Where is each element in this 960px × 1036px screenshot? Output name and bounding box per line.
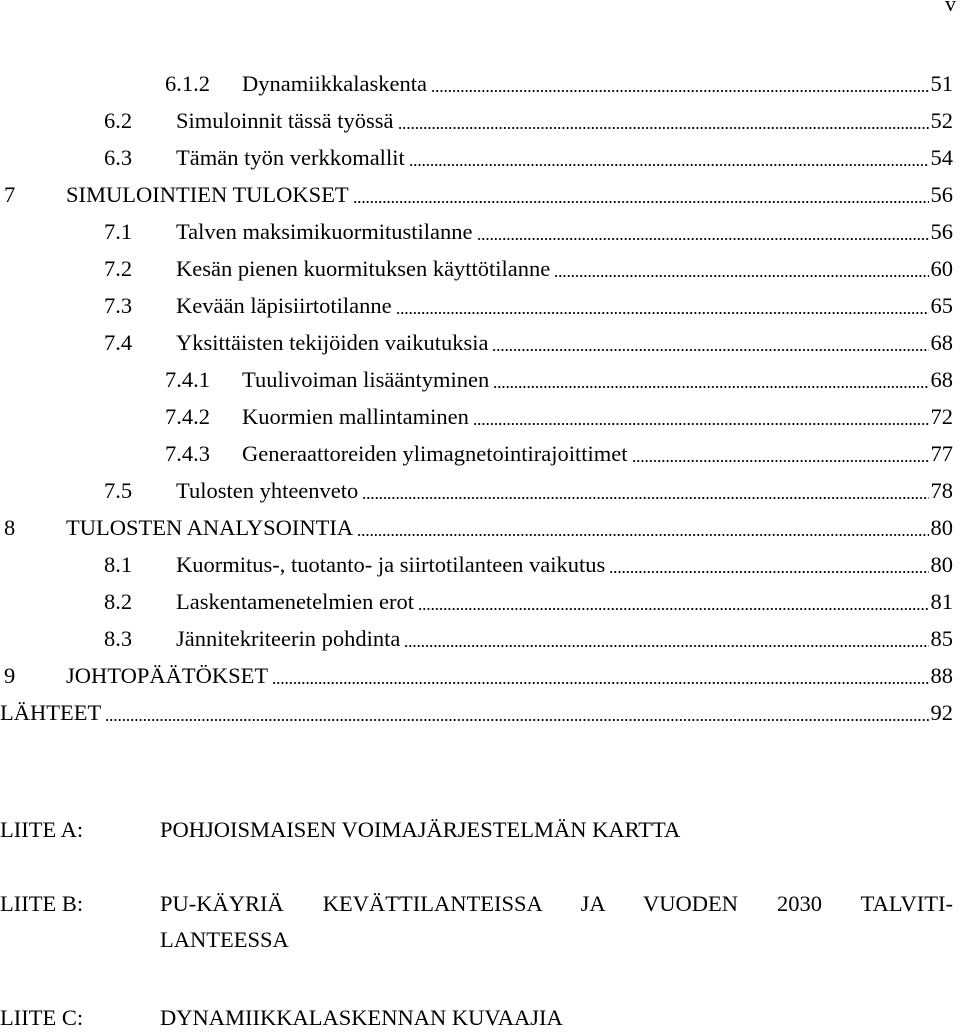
toc-entry[interactable]: [0, 436, 953, 472]
toc-entry-page: 78: [930, 478, 953, 503]
toc-entry-page: 72: [930, 404, 953, 429]
toc-entry-page: 77: [930, 441, 953, 466]
toc-entry-number: 7.3: [104, 293, 133, 318]
toc-leader-dots: [396, 312, 929, 314]
toc-leader-dots: [431, 90, 929, 92]
toc-leader-dots: [492, 349, 928, 351]
toc-entry-page: 52: [930, 108, 953, 133]
toc-entry[interactable]: [0, 214, 953, 250]
toc-entry-number: 8.1: [104, 552, 133, 577]
toc-leader-dots: [272, 682, 928, 684]
toc-entry-page: 80: [930, 515, 953, 540]
toc-entry-title: Simuloinnit tässä työssä: [176, 108, 394, 133]
toc-leader-dots: [404, 645, 928, 647]
toc-entry[interactable]: [0, 362, 953, 398]
appendix-title-line: PU-KÄYRIÄ KEVÄTTILANTEISSA JA VUODEN 2030 TALVITI-: [160, 891, 953, 916]
toc-entry-title: Kuormien mallintaminen: [242, 404, 469, 429]
toc-entry-page: 60: [930, 256, 953, 281]
toc-entry-title: Kesän pienen kuormituksen käyttötilanne: [176, 256, 551, 281]
toc-leader-dots: [398, 127, 929, 129]
toc-entry[interactable]: [0, 325, 953, 361]
toc-leader-dots: [493, 386, 928, 388]
appendix-title[interactable]: [160, 886, 953, 958]
toc-entry-number: 6.1.2: [165, 71, 210, 96]
toc-entry[interactable]: [0, 251, 953, 287]
toc-entry-number: 8: [4, 515, 16, 540]
toc-entry-page: 68: [930, 367, 953, 392]
appendix-title-line: DYNAMIIKKALASKENNAN KUVAAJIA: [160, 1005, 563, 1030]
toc-entry-title: Jännitekriteerin pohdinta: [176, 626, 401, 651]
toc-entry[interactable]: [0, 288, 953, 324]
toc-leader-dots: [353, 201, 929, 203]
toc-entry[interactable]: [0, 547, 953, 583]
toc-entry-title: Yksittäisten tekijöiden vaikutuksia: [176, 330, 489, 355]
toc-entry-title: Tuulivoiman lisääntyminen: [242, 367, 490, 392]
toc-entry-title: Generaattoreiden ylimagnetointirajoittimet: [242, 441, 628, 466]
appendix-title-line: POHJOISMAISEN VOIMAJÄRJESTELMÄN KARTTA: [160, 817, 681, 842]
toc-entry-number: 7: [4, 182, 16, 207]
toc-entry-page: 51: [930, 71, 953, 96]
toc-entry-number: 9: [4, 663, 16, 688]
toc-entry-number: 6.3: [104, 145, 133, 170]
appendix-label: LIITE C:: [0, 1005, 84, 1030]
toc-entry[interactable]: [0, 584, 953, 620]
toc-entry-title: Talven maksimikuormitustilanne: [176, 219, 473, 244]
toc-entry-number: 6.2: [104, 108, 133, 133]
toc-entry-number: 7.5: [104, 478, 133, 503]
toc-entry-page: 85: [930, 626, 953, 651]
toc-entry-page: 68: [930, 330, 953, 355]
toc-entry-title: Dynamiikkalaskenta: [242, 71, 427, 96]
toc-entry-page: 54: [930, 145, 953, 170]
toc-entry-page: 88: [930, 663, 953, 688]
toc-leader-dots: [632, 460, 929, 462]
toc-leader-dots: [357, 534, 928, 536]
toc-entry-title: Kuormitus-, tuotanto- ja siirtotilanteen vaikutus: [176, 552, 606, 577]
toc-entry[interactable]: [0, 177, 953, 213]
toc-leader-dots: [473, 423, 929, 425]
toc-leader-dots: [418, 608, 928, 610]
toc-entry-number: 7.4.1: [165, 367, 210, 392]
toc-entry-number: 7.4.3: [165, 441, 210, 466]
toc-entry[interactable]: [0, 103, 953, 139]
toc-entry-number: 8.2: [104, 589, 133, 614]
toc-entry-title: Kevään läpisiirtotilanne: [176, 293, 392, 318]
toc-entry[interactable]: [0, 695, 953, 731]
toc-entry-page: 65: [930, 293, 953, 318]
toc-entry[interactable]: [0, 66, 953, 102]
toc-entry-title: Tulosten yhteenveto: [176, 478, 359, 503]
toc-entry[interactable]: [0, 399, 953, 435]
toc-entry-title: JOHTOPÄÄTÖKSET: [66, 663, 269, 688]
toc-entry-number: 7.4: [104, 330, 133, 355]
appendix-label: LIITE A:: [0, 817, 84, 842]
toc-entry-page: 56: [930, 219, 953, 244]
toc-entry-number: 7.1: [104, 219, 133, 244]
toc-entry-title: SIMULOINTIEN TULOKSET: [66, 182, 349, 207]
toc-entry[interactable]: [0, 473, 953, 509]
appendix-label: LIITE B:: [0, 891, 84, 916]
toc-entry-title: Laskentamenetelmien erot: [176, 589, 415, 614]
toc-leader-dots: [105, 719, 928, 721]
toc-entry[interactable]: [0, 658, 953, 694]
toc-entry-page: 81: [930, 589, 953, 614]
toc-entry[interactable]: [0, 510, 953, 546]
toc-entry-number: 8.3: [104, 626, 133, 651]
toc-leader-dots: [362, 497, 928, 499]
toc-entry-page: 56: [930, 182, 953, 207]
toc-entry[interactable]: [0, 140, 953, 176]
toc-entry[interactable]: [0, 621, 953, 657]
page-number: v: [945, 0, 956, 16]
appendix-title[interactable]: [160, 812, 953, 848]
appendix-title[interactable]: [160, 1000, 953, 1036]
toc-entry-number: 7.2: [104, 256, 133, 281]
toc-entry-title: LÄHTEET: [0, 700, 102, 725]
appendix-title-line: LANTEESSA: [160, 927, 289, 952]
toc-entry-number: 7.4.2: [165, 404, 210, 429]
toc-entry-title: TULOSTEN ANALYSOINTIA: [66, 515, 354, 540]
toc-entry-page: 92: [930, 700, 953, 725]
toc-entry-title: Tämän työn verkkomallit: [176, 145, 405, 170]
toc-leader-dots: [477, 238, 929, 240]
toc-leader-dots: [609, 571, 928, 573]
toc-leader-dots: [409, 164, 929, 166]
toc-leader-dots: [554, 275, 928, 277]
toc-entry-page: 80: [930, 552, 953, 577]
